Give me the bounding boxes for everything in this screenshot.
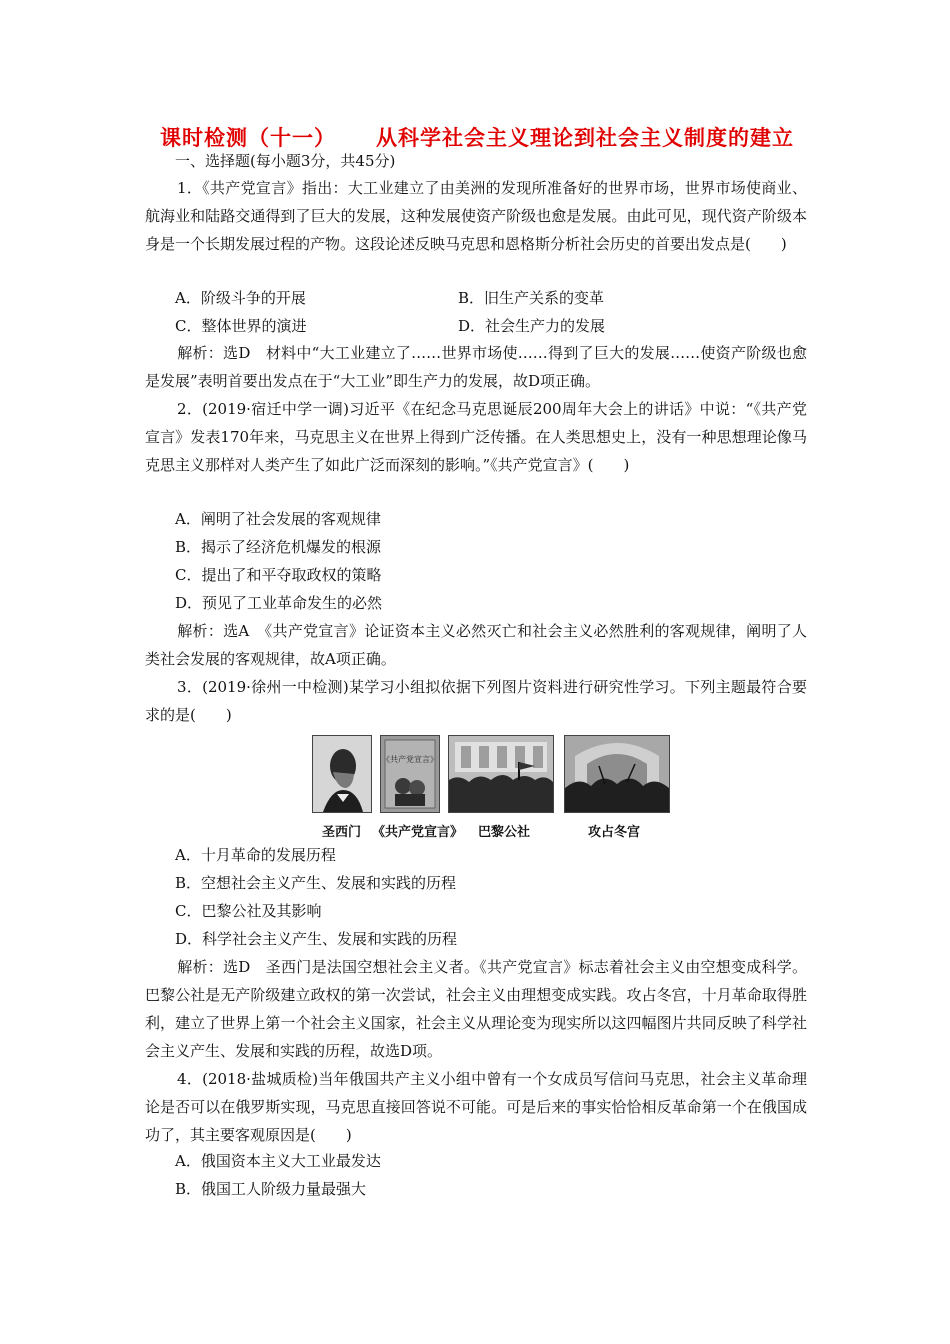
caption-winter-palace: 攻占冬宫 xyxy=(588,825,641,840)
question-3-stem: 3．(2019·徐州一中检测)某学习小组拟依据下列图片资料进行研究性学习。下列主题最符合要求的是( ) xyxy=(145,678,807,724)
q1-option-c: C．整体世界的演进 xyxy=(175,317,307,335)
q3-option-a: A．十月革命的发展历程 xyxy=(175,846,336,864)
q4-option-b: B．俄国工人阶级力量最强大 xyxy=(175,1180,367,1198)
book-cover-title: 《共产党宣言》 xyxy=(382,755,438,764)
question-4-stem: 4．(2018·盐城质检)当年俄国共产主义小组中曾有一个女成员写信问马克思，社会主义革命理论是否可以在俄罗斯实现，马克思直接回答说不可能。可是后来的事实恰恰相反革命第一个在俄国成功了，其主要客观原因是( ) xyxy=(145,1070,807,1144)
q3-figure-row xyxy=(312,735,672,845)
question-1-stem: 1．《共产党宣言》指出：大工业建立了由美洲的发现所准备好的世界市场，世界市场使商业、航海业和陆路交通得到了巨大的发展，这种发展使资产阶级也愈是发展。由此可见，现代资产阶级本身是一个长期发展过程的产物。这段论述反映马克思和恩格斯分析社会历史的首要出发点是( ) xyxy=(145,179,807,253)
q2-option-d: D．预见了工业革命发生的必然 xyxy=(175,594,383,612)
q2-analysis: 解析：选A 《共产党宣言》论证资本主义必然灭亡和社会主义必然胜利的客观规律，阐明了人类社会发展的客观规律，故A项正确。 xyxy=(145,622,807,668)
title-right: 从科学社会主义理论到社会主义制度的建立 xyxy=(376,125,794,150)
page-title xyxy=(160,122,840,152)
q1-option-a: A．阶级斗争的开展 xyxy=(175,289,306,307)
caption-manifesto: 《共产党宣言》 xyxy=(372,825,464,840)
storming-winter-palace-image xyxy=(564,735,670,813)
caption-paris-commune: 巴黎公社 xyxy=(478,825,531,840)
title-left: 课时检测（十一） xyxy=(160,125,336,150)
q1-option-b: B．旧生产关系的变革 xyxy=(458,289,605,307)
caption-saint-simon: 圣西门 xyxy=(322,825,362,840)
q1-analysis: 解析：选D 材料中“大工业建立了……世界市场使……得到了巨大的发展……使资产阶级也愈是发展”表明首要出发点在于“大工业”即生产力的发展，故D项正确。 xyxy=(145,344,807,390)
q3-analysis: 解析：选D 圣西门是法国空想社会主义者。《共产党宣言》标志着社会主义由空想变成科学。巴黎公社是无产阶级建立政权的第一次尝试，社会主义由理想变成实践。攻占冬宫，十月革命取得胜利，建立了世界上第一个社会主义国家，社会主义从理论变为现实所以这四幅图片共同反映了科学社会主义产生、发展和实践的历程，故选D项。 xyxy=(145,958,807,1060)
q1-option-d: D．社会生产力的发展 xyxy=(458,317,606,335)
q4-option-a: A．俄国资本主义大工业最发达 xyxy=(175,1152,381,1170)
q3-option-b: B．空想社会主义产生、发展和实践的历程 xyxy=(175,874,457,892)
communist-manifesto-cover xyxy=(380,735,440,813)
q2-option-a: A．阐明了社会发展的客观规律 xyxy=(175,510,381,528)
q3-option-d: D．科学社会主义产生、发展和实践的历程 xyxy=(175,930,458,948)
paris-commune-image xyxy=(448,735,554,813)
saint-simon-portrait xyxy=(312,735,372,813)
section-heading: 一、选择题(每小题3分，共45分) xyxy=(175,152,396,170)
q3-option-c: C．巴黎公社及其影响 xyxy=(175,902,322,920)
question-2-stem: 2．(2019·宿迁中学一调)习近平《在纪念马克思诞辰200周年大会上的讲话》中说：“《共产党宣言》发表170年来，马克思主义在世界上得到广泛传播。在人类思想史上，没有一种思想理论像马克思主义那样对人类产生了如此广泛而深刻的影响。”《共产党宣言》( ) xyxy=(145,400,807,474)
q2-option-b: B．揭示了经济危机爆发的根源 xyxy=(175,538,382,556)
q2-option-c: C．提出了和平夺取政权的策略 xyxy=(175,566,382,584)
